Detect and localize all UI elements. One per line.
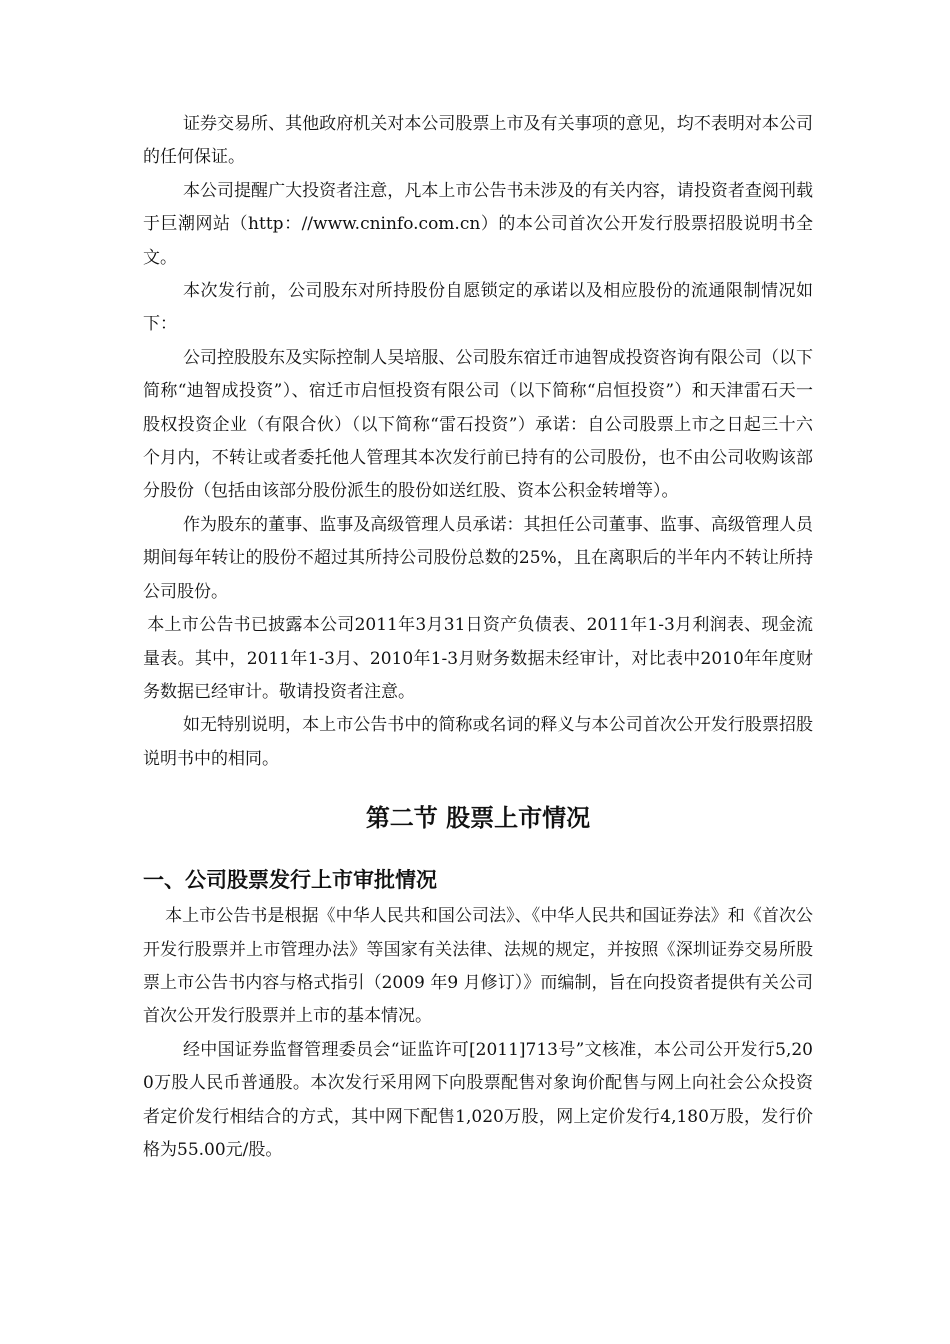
paragraph-regulator-disclaimer: 证券交易所、其他政府机关对本公司股票上市及有关事项的意见，均不表明对本公司的任何保证。	[143, 114, 813, 168]
paragraph-csrc-approval: 经中国证券监督管理委员会“证监许可[2011]713号”文核准，本公司公开发行5,200万股人民币普通股。本次发行采用网下向股票配售对象询价配售与网上向社会公众投资者定价发行相结合的方式，其中网下配售1,020万股，网上定价发行4,180万股，发行价格为55.00元/股。	[143, 1039, 813, 1160]
document-page	[143, 108, 813, 1167]
section-title: 第二节 股票上市情况	[365, 804, 591, 833]
paragraph-investor-reminder: 本公司提醒广大投资者注意，凡本上市公告书未涉及的有关内容，请投资者查阅刊载于巨潮网站（http：//www.cninfo.com.cn）的本公司首次公开发行股票招股说明书全文。	[143, 180, 813, 268]
paragraph-legal-basis: 本上市公告书是根据《中华人民共和国公司法》、《中华人民共和国证券法》和《首次公开发行股票并上市管理办法》等国家有关法律、法规的规定，并按照《深圳证券交易所股票上市公告书内容与格式指引（2009 年9 月修订）》而编制，旨在向投资者提供有关公司首次公开发行股票并上市的基本情况。	[143, 906, 813, 1027]
paragraph-financial-disclosure: 本上市公告书已披露本公司2011年3月31日资产负债表、2011年1-3月利润表、现金流量表。其中，2011年1-3月、2010年1-3月财务数据未经审计，对比表中2010年年度财务数据已经审计。敬请投资者注意。	[143, 615, 813, 702]
paragraph-definitions-note: 如无特别说明，本上市公告书中的简称或名词的释义与本公司首次公开发行股票招股说明书中的相同。	[143, 715, 813, 769]
paragraph-management-commitment: 作为股东的董事、监事及高级管理人员承诺：其担任公司董事、监事、高级管理人员期间每年转让的股份不超过其所持公司股份总数的25%，且在离职后的半年内不转让所持公司股份。	[143, 514, 813, 602]
subheading-approval: 一、公司股票发行上市审批情况	[143, 868, 437, 893]
paragraph-lockup-intro: 本次发行前，公司股东对所持股份自愿锁定的承诺以及相应股份的流通限制情况如下：	[143, 281, 813, 335]
paragraph-shareholder-lockup: 公司控股股东及实际控制人吴培服、公司股东宿迁市迪智成投资咨询有限公司（以下简称“迪智成投资”）、宿迁市启恒投资有限公司（以下简称“启恒投资”）和天津雷石天一股权投资企业（有限合伙）（以下简称“雷石投资”）承诺：自公司股票上市之日起三十六个月内，不转让或者委托他人管理其本次发行前已持有的公司股份，也不由公司收购该部分股份（包括由该部分股份派生的股份如送红股、资本公积金转增等）。	[143, 347, 813, 502]
